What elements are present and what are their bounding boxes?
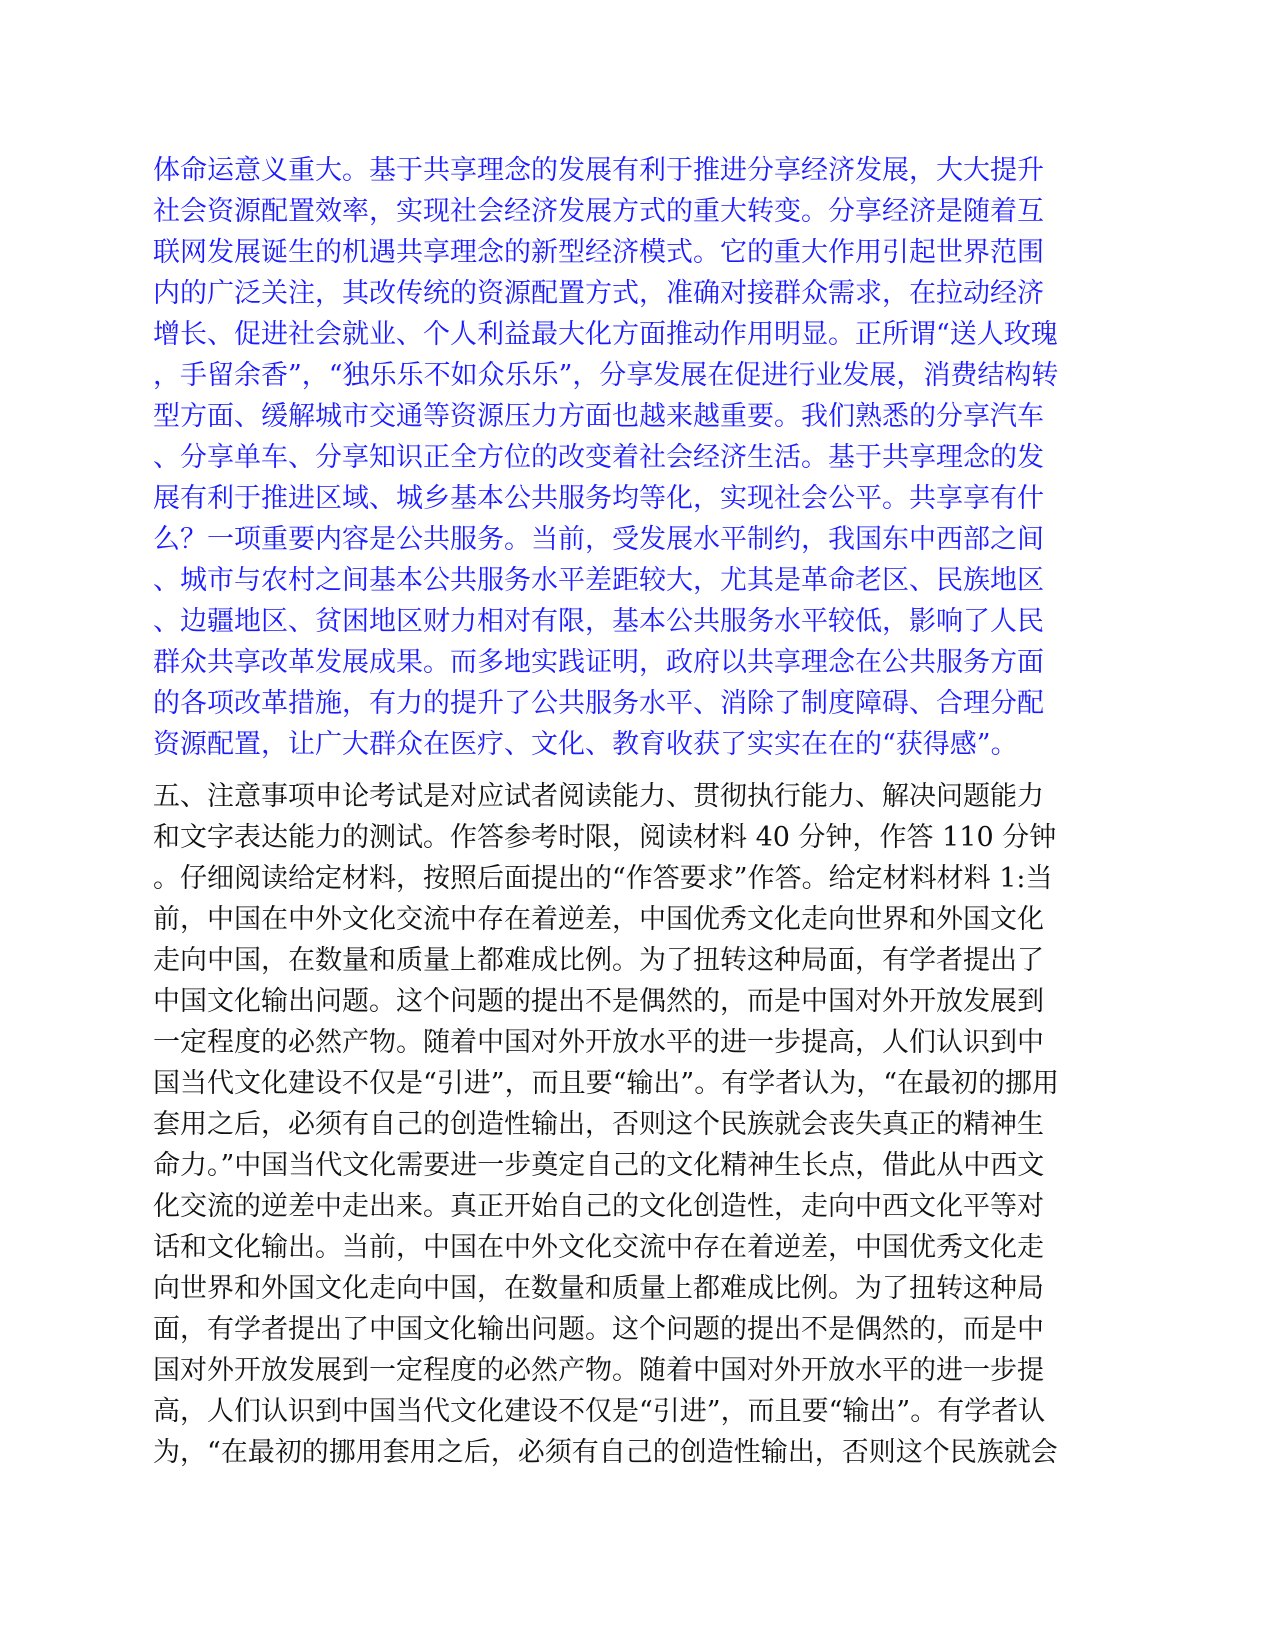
paragraph-line: 型方面、缓解城市交通等资源压力方面也越来越重要。我们熟悉的分享汽车	[153, 401, 1044, 432]
paragraph-line: 资源配置，让广大群众在医疗、文化、教育收获了实实在在的“获得感”。	[153, 729, 1018, 760]
paragraph-line: 话和文化输出。当前，中国在中外文化交流中存在着逆差，中国优秀文化走	[153, 1232, 1044, 1263]
paragraph-line: ，手留余香”，“独乐乐不如众乐乐”，分享发展在促进行业发展，消费结构转	[153, 360, 1059, 391]
paragraph-line: 一定程度的必然产物。随着中国对外开放水平的进一步提高，人们认识到中	[153, 1027, 1044, 1058]
paragraph-line: 高，人们认识到中国当代文化建设不仅是“引进”，而且要“输出”。有学者认	[153, 1396, 1046, 1427]
paragraph-line: 、边疆地区、贫困地区财力相对有限，基本公共服务水平较低，影响了人民	[153, 606, 1044, 637]
paragraph-line: 的各项改革措施，有力的提升了公共服务水平、消除了制度障碍、合理分配	[153, 688, 1044, 719]
paragraph-line: 向世界和外国文化走向中国，在数量和质量上都难成比例。为了扭转这种局	[153, 1273, 1044, 1304]
paragraph-line: 面，有学者提出了中国文化输出问题。这个问题的提出不是偶然的，而是中	[153, 1314, 1044, 1345]
paragraph-line: 内的广泛关注，其改传统的资源配置方式，准确对接群众需求，在拉动经济	[153, 278, 1044, 309]
blue-paragraph	[153, 150, 1133, 765]
paragraph-line: 和文字表达能力的测试。作答参考时限，阅读材料 40 分钟，作答 110 分钟	[153, 822, 1057, 853]
paragraph-line: 国当代文化建设不仅是“引进”，而且要“输出”。有学者认为，“在最初的挪用	[153, 1068, 1060, 1099]
paragraph-line: 前，中国在中外文化交流中存在着逆差，中国优秀文化走向世界和外国文化	[153, 904, 1044, 935]
paragraph-line: 。仔细阅读给定材料，按照后面提出的“作答要求”作答。给定材料材料 1:当	[153, 863, 1053, 894]
paragraph-line: 联网发展诞生的机遇共享理念的新型经济模式。它的重大作用引起世界范围	[153, 237, 1044, 268]
paragraph-line: 命力。”中国当代文化需要进一步奠定自己的文化精神生长点，借此从中西文	[153, 1150, 1045, 1181]
paragraph-line: 体命运意义重大。基于共享理念的发展有利于推进分享经济发展，大大提升	[153, 155, 1044, 186]
paragraph-line: 国对外开放发展到一定程度的必然产物。随着中国对外开放水平的进一步提	[153, 1355, 1044, 1386]
black-paragraph	[153, 776, 1133, 1473]
paragraph-line: 么？一项重要内容是公共服务。当前，受发展水平制约，我国东中西部之间	[153, 524, 1044, 555]
paragraph-line: 展有利于推进区域、城乡基本公共服务均等化，实现社会公平。共享享有什	[153, 483, 1044, 514]
paragraph-line: 、分享单车、分享知识正全方位的改变着社会经济生活。基于共享理念的发	[153, 442, 1044, 473]
paragraph-line: 增长、促进社会就业、个人利益最大化方面推动作用明显。正所谓“送人玫瑰	[153, 319, 1058, 350]
paragraph-line: 社会资源配置效率，实现社会经济发展方式的重大转变。分享经济是随着互	[153, 196, 1044, 227]
paragraph-line: 五、注意事项申论考试是对应试者阅读能力、贯彻执行能力、解决问题能力	[153, 781, 1044, 812]
paragraph-line: 套用之后，必须有自己的创造性输出，否则这个民族就会丧失真正的精神生	[153, 1109, 1044, 1140]
paragraph-line: 走向中国，在数量和质量上都难成比例。为了扭转这种局面，有学者提出了	[153, 945, 1044, 976]
paragraph-line: 为，“在最初的挪用套用之后，必须有自己的创造性输出，否则这个民族就会	[153, 1437, 1058, 1468]
paragraph-line: 、城市与农村之间基本公共服务水平差距较大，尤其是革命老区、民族地区	[153, 565, 1044, 596]
paragraph-line: 群众共享改革发展成果。而多地实践证明，政府以共享理念在公共服务方面	[153, 647, 1044, 678]
paragraph-line: 化交流的逆差中走出来。真正开始自己的文化创造性，走向中西文化平等对	[153, 1191, 1044, 1222]
paragraph-line: 中国文化输出问题。这个问题的提出不是偶然的，而是中国对外开放发展到	[153, 986, 1044, 1017]
